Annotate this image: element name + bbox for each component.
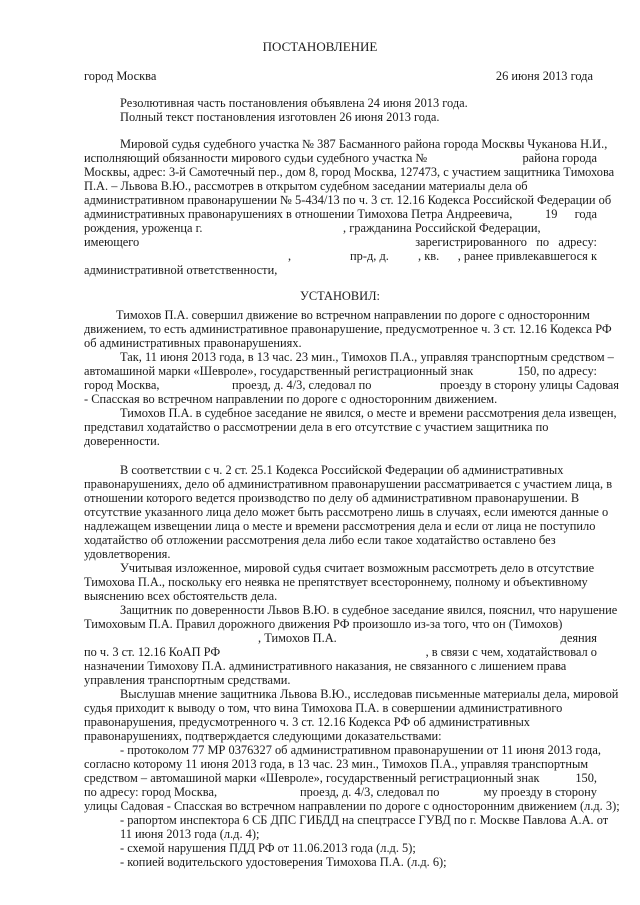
preamble-line: имеющего bbox=[84, 235, 140, 249]
body-line: В соответствии с ч. 2 ст. 25.1 Кодекса Российской Федерации об административных bbox=[120, 463, 564, 477]
body-line: надлежащем извещении лица о месте и времени рассмотрения дела и если от лица не поступило bbox=[84, 519, 596, 533]
body-line: 150, по адресу: bbox=[517, 364, 597, 378]
document-date: 26 июня 2013 года bbox=[495, 69, 593, 83]
preamble-line: , кв. bbox=[418, 249, 440, 263]
body-line: доверенности. bbox=[84, 434, 160, 448]
city: город Москва bbox=[84, 69, 157, 83]
preamble-line: 19 bbox=[545, 207, 558, 221]
body-line: Учитывая изложенное, мировой судья считает возможным рассмотреть дело в отсутствие bbox=[120, 561, 595, 575]
body-line: по адресу: город Москва, bbox=[84, 785, 218, 799]
body-line: проезд, д. 4/3, следовал по bbox=[232, 378, 372, 392]
body-line: об административных правонарушениях. bbox=[84, 336, 302, 350]
body-line: , в связи с чем, ходатайствовал о bbox=[425, 645, 597, 659]
body-line: - рапортом инспектора 6 СБ ДПС ГИБДД на спецтрассе ГУВД по г. Москве Павлова А.А. от bbox=[120, 813, 609, 827]
body-line: 150, bbox=[575, 771, 597, 785]
body-line: Тимохов П.А. в судебное заседание не явился, о месте и времени рассмотрения дела извещен, bbox=[120, 406, 617, 420]
body-line: Тимохова П.А., поскольку его неявка не препятствует всестороннему, полному и объективному bbox=[84, 575, 588, 589]
preamble-line: Мировой судья судебного участка № 387 Басманного района города Москвы Чуканова Н.И., bbox=[120, 137, 608, 151]
body-line: правонарушениях, дело об административном правонарушении рассматривается с участием лица, в bbox=[84, 477, 613, 491]
document-title: ПОСТАНОВЛЕНИЕ bbox=[262, 39, 378, 54]
body-line: средством – автомашиной марки «Шевроле», государственный регистрационный знак bbox=[84, 771, 540, 785]
body-line: - протоколом 77 МР 0376327 об административном правонарушении от 11 июня 2013 года, bbox=[120, 743, 601, 757]
body-line: движением, то есть административное правонарушение, предусмотренное ч. 3 ст. 12.16 Кодекса РФ bbox=[84, 322, 612, 336]
body-line: представил ходатайство о рассмотрении дела в его отсутствие с участием защитника по bbox=[84, 420, 549, 434]
preamble-line: , гражданина Российской Федерации, bbox=[343, 221, 541, 235]
body-line: правонарушения, предусмотренного ч. 3 ст. 12.16 Кодекса РФ об административных bbox=[84, 715, 530, 729]
body-line: Защитник по доверенности Львов В.Ю. в судебное заседание явился, пояснил, что нарушение bbox=[120, 603, 618, 617]
body-line: улицы Садовая - Спасская во встречном направлении по дороге с односторонним движением (л.д. 3); bbox=[84, 799, 620, 813]
body-line: , Тимохов П.А. bbox=[258, 631, 337, 645]
body-line: Так, 11 июня 2013 года, в 13 час. 23 мин., Тимохов П.А., управляя транспортным средством – bbox=[120, 350, 614, 364]
body-line: проезду в сторону улицы Садовая bbox=[440, 378, 619, 392]
body-line: по ч. 3 ст. 12.16 КоАП РФ bbox=[84, 645, 221, 659]
body-line: судья приходит к выводу о том, что вина Тимохова П.А. в совершении административного bbox=[84, 701, 563, 715]
body-line: Выслушав мнение защитника Львова В.Ю., исследовав письменные материалы дела, мировой bbox=[120, 687, 619, 701]
preamble-line: , ранее привлекавшегося к bbox=[457, 249, 597, 263]
preamble-line: П.А. – Львова В.Ю., рассмотрев в открытом судебном заседании материалы дела об bbox=[84, 179, 528, 193]
preamble-line: Москвы, адрес: 3-й Самотечный пер., дом 8, город Москва, 127473, с участием защитника Тимохова bbox=[84, 165, 615, 179]
body-line: Тимоховым П.А. Правил дорожного движения РФ произошло из-за того, что он (Тимохов) bbox=[84, 617, 563, 631]
body-line: управления транспортным средствами. bbox=[84, 673, 291, 687]
body-line: му проезду в сторону bbox=[483, 785, 597, 799]
body-line: проезд, д. 4/3, следовал по bbox=[300, 785, 440, 799]
preamble-line: района города bbox=[522, 151, 597, 165]
body-line: правонарушениях, подтверждается следующими доказательствами: bbox=[84, 729, 442, 743]
body-line: ходатайство об отложении рассмотрения дела либо если такое ходатайство оставлено без bbox=[84, 533, 556, 547]
intro-line: Полный текст постановления изготовлен 26 июня 2013 года. bbox=[120, 110, 440, 124]
section-heading: УСТАНОВИЛ: bbox=[300, 289, 380, 303]
preamble-line: административной ответственности, bbox=[84, 263, 278, 277]
preamble-line: года bbox=[574, 207, 597, 221]
preamble-line: , bbox=[288, 249, 292, 263]
body-line: отношении которого ведется производство по делу об административном правонарушении. В bbox=[84, 491, 580, 505]
preamble-line: исполняющий обязанности мирового судьи судебного участка № bbox=[84, 151, 428, 165]
body-line: - копией водительского удостоверения Тимохова П.А. (л.д. 6); bbox=[120, 855, 447, 869]
body-line: автомашиной марки «Шевроле», государственный регистрационный знак bbox=[84, 364, 474, 378]
preamble-line: административных правонарушениях в отношении Тимохова Петра Андреевича, bbox=[84, 207, 513, 221]
body-line: удовлетворения. bbox=[84, 547, 171, 561]
body-line: - Спасская во встречном направлении по дороге с односторонним движением. bbox=[84, 392, 498, 406]
body-line: Тимохов П.А. совершил движение во встречном направлении по дороге с односторонним bbox=[116, 308, 590, 322]
body-line: отсутствие указанного лица дело может быть рассмотрено лишь в случаях, если имеются данные о bbox=[84, 505, 609, 519]
preamble-line: пр-д, д. bbox=[350, 249, 389, 263]
body-line: согласно которому 11 июня 2013 года, в 13 час. 23 мин., Тимохов П.А., управляя транспортным bbox=[84, 757, 589, 771]
body-line: назначении Тимохову П.А. административного наказания, не связанного с лишением права bbox=[84, 659, 567, 673]
body-line: выяснению всех обстоятельств дела. bbox=[84, 589, 278, 603]
preamble-line: рождения, уроженца г. bbox=[84, 221, 203, 235]
preamble-line: административном правонарушении № 5-434/13 по ч. 3 ст. 12.16 Кодекса Российской Федерации об bbox=[84, 193, 612, 207]
body-line: 11 июня 2013 года (л.д. 4); bbox=[120, 827, 260, 841]
body-line: город Москва, bbox=[84, 378, 160, 392]
intro-line: Резолютивная часть постановления объявлена 24 июня 2013 года. bbox=[120, 96, 468, 110]
body-line: деяния bbox=[560, 631, 597, 645]
body-line: - схемой нарушения ПДД РФ от 11.06.2013 года (л.д. 5); bbox=[120, 841, 416, 855]
preamble-line: зарегистрированного по адресу: bbox=[415, 235, 597, 249]
